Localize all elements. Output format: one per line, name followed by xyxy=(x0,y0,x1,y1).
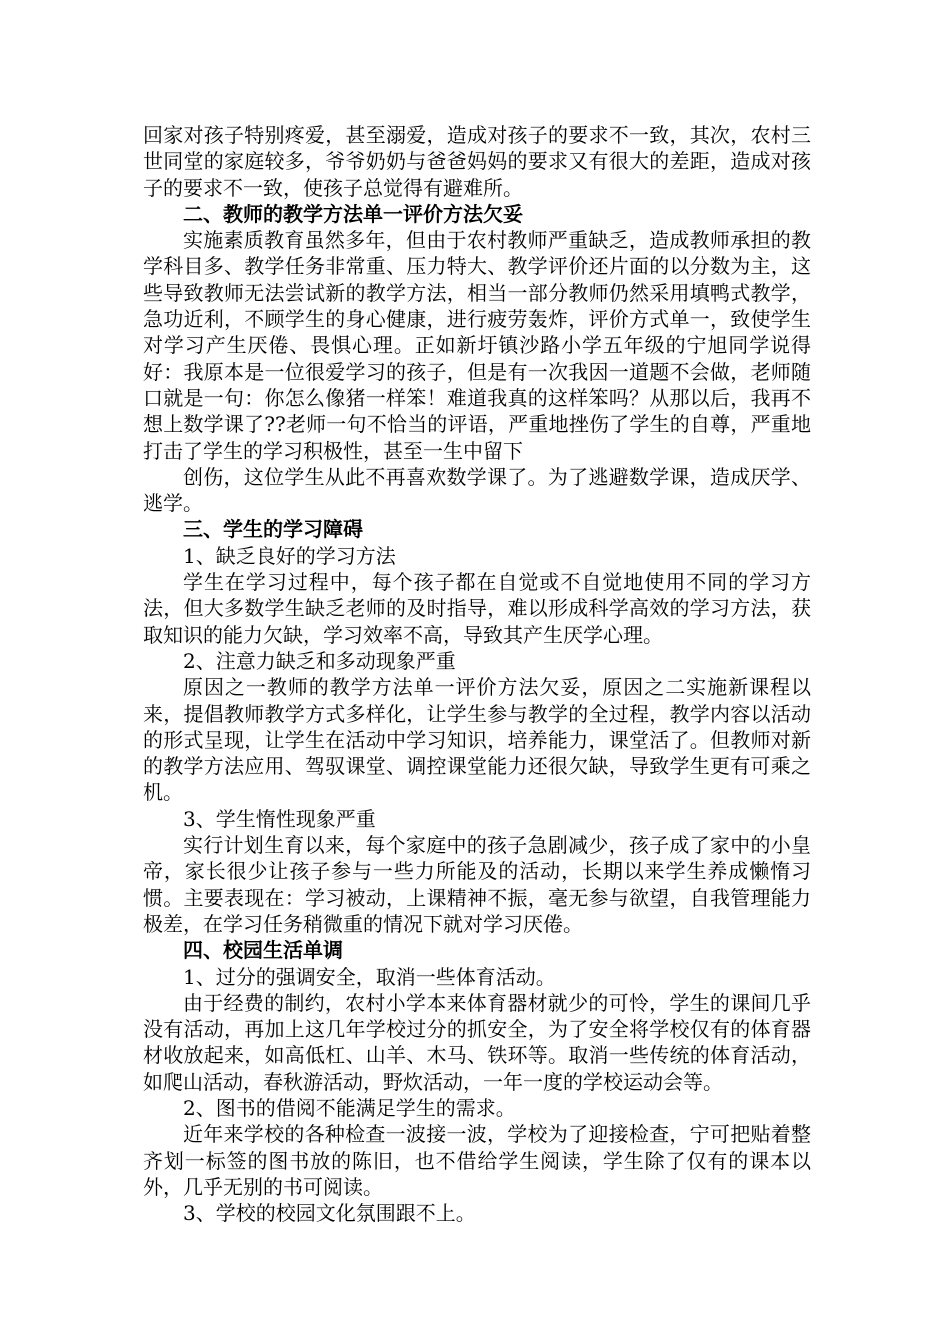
paragraph: 原因之一教师的教学方法单一评价方法欠妥，原因之二实施新课程以来，提倡教师教学方式多样化，让学生参与教学的全过程，教学内容以活动的形式呈现，让学生在活动中学习知识，培养能力，课堂活了。但教师对新的教学方法应用、驾驭课堂、调控课堂能力还很欠缺，导致学生更有可乘之机。 xyxy=(143,675,811,805)
paragraph: 回家对孩子特别疼爱，甚至溺爱，造成对孩子的要求不一致，其次，农村三世同堂的家庭较多，爷爷奶奶与爸爸妈妈的要求又有很大的差距，造成对孩子的要求不一致，使孩子总觉得有避难所。 xyxy=(143,123,811,200)
paragraph: 实施素质教育虽然多年，但由于农村教师严重缺乏，造成教师承担的教学科目多、教学任务非常重、压力特大、教学评价还片面的以分数为主，这些导致教师无法尝试新的教学方法，相当一部分教师仍然采用填鸭式教学，急功近利，不顾学生的身心健康，进行疲劳轰炸，评价方式单一，致使学生对学习产生厌倦、畏惧心理。正如新圩镇沙路小学五年级的宁旭同学说得好：我原本是一位很爱学习的孩子，但是有一次我因一道题不会做，老师随口就是一句：你怎么像猪一样笨！难道我真的这样笨吗？从那以后，我再不想上数学课了??老师一句不恰当的评语，严重地挫伤了学生的自尊，严重地打击了学生的学习积极性，甚至一生中留下 xyxy=(143,228,811,463)
subheading: 3、学校的校园文化氛围跟不上。 xyxy=(183,1201,476,1226)
subheading: 2、注意力缺乏和多动现象严重 xyxy=(183,648,456,673)
paragraph: 学生在学习过程中，每个孩子都在自觉或不自觉地使用不同的学习方法，但大多数学生缺乏老师的及时指导，难以形成科学高效的学习方法，获取知识的能力欠缺，学习效率不高，导致其产生厌学心理。 xyxy=(143,570,811,647)
paragraph: 由于经费的制约，农村小学本来体育器材就少的可怜，学生的课间几乎没有活动，再加上这几年学校过分的抓安全，为了安全将学校仅有的体育器材收放起来，如高低杠、山羊、木马、铁环等。取消一些传统的体育活动，如爬山活动，春秋游活动，野炊活动，一年一度的学校运动会等。 xyxy=(143,990,811,1094)
section-heading: 二、教师的教学方法单一评价方法欠妥 xyxy=(183,201,523,226)
subheading: 1、过分的强调安全，取消一些体育活动。 xyxy=(183,964,556,989)
paragraph: 实行计划生育以来，每个家庭中的孩子急剧减少，孩子成了家中的小皇帝，家长很少让孩子参与一些力所能及的活动，长期以来学生养成懒惰习惯。主要表现在：学习被动，上课精神不振，毫无参与欲望，自我管理能力极差，在学习任务稍微重的情况下就对学习厌倦。 xyxy=(143,833,811,936)
paragraph: 创伤，这位学生从此不再喜欢数学课了。为了逃避数学课，造成厌学、逃学。 xyxy=(143,464,811,516)
subheading: 1、缺乏良好的学习方法 xyxy=(183,543,396,568)
subheading: 3、学生惰性现象严重 xyxy=(183,806,376,831)
document-body xyxy=(143,122,811,1226)
subheading: 2、图书的借阅不能满足学生的需求。 xyxy=(183,1095,516,1120)
paragraph: 近年来学校的各种检查一波接一波，学校为了迎接检查，宁可把贴着整齐划一标签的图书放的陈旧，也不借给学生阅读，学生除了仅有的课本以外，几乎无别的书可阅读。 xyxy=(143,1122,811,1199)
section-heading: 三、学生的学习障碍 xyxy=(183,517,363,542)
section-heading: 四、校园生活单调 xyxy=(183,938,343,963)
